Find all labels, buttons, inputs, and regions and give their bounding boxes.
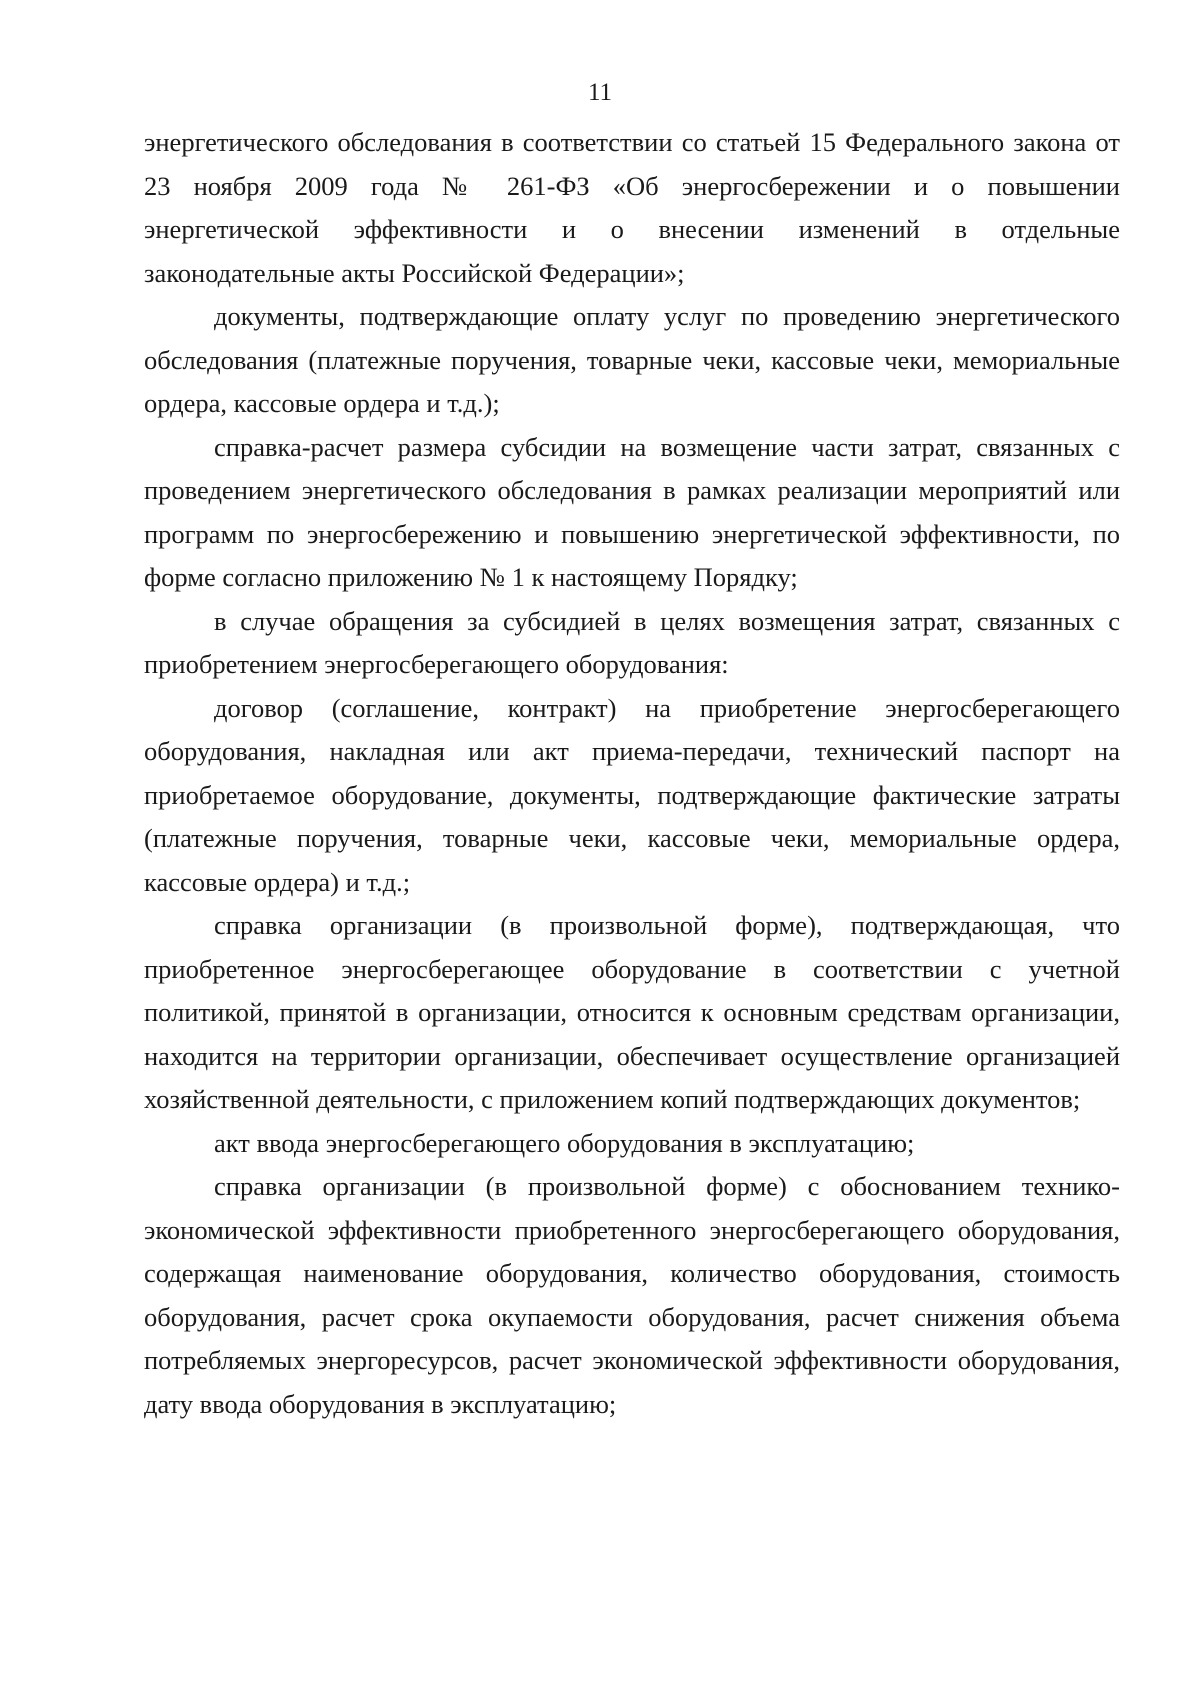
paragraph-continuation: энергетического обследования в соответствии со статьей 15 Федерального закона от 23 ноября 2009 года № 261-ФЗ «Об энергосбережении и о повышении энергетической эффективности и о внесении изменений в отдельные законодательные акты Российской Федерации»; [144, 127, 1120, 288]
paragraph-organization-certificate: справка организации (в произвольной форме), подтверждающая, что приобретенное энергосберегающее оборудование в соответствии с учетной политикой, принятой в организации, относится к основным средствам организации, находится на территории организации, обеспечивает осуществление организацией хозяйственной деятельности, с приложением копий подтверждающих документов; [144, 910, 1120, 1114]
paragraph-payment-documents: документы, подтверждающие оплату услуг по проведению энергетического обследования (платежные поручения, товарные чеки, кассовые чеки, мемориальные ордера, кассовые ордера и т.д.); [144, 301, 1120, 418]
paragraph-subsidy-calculation: справка-расчет размера субсидии на возмещение части затрат, связанных с проведением энергетического обследования в рамках реализации мероприятий или программ по энергосбережению и повышению энергетической эффективности, по форме согласно приложению № 1 к настоящему Порядку; [144, 431, 1120, 592]
paragraph-equipment-case-intro: в случае обращения за субсидией в целях возмещения затрат, связанных с приобретением энергосберегающего оборудования: [144, 605, 1120, 679]
paragraph-efficiency-justification: справка организации (в произвольной форме) с обоснованием технико-экономической эффективности приобретенного энергосберегающего оборудования, содержащая наименование оборудования, количество оборудования, стоимость оборудования, расчет срока окупаемости оборудования, расчет снижения объема потребляемых энергоресурсов, расчет экономической эффективности оборудования, дату ввода оборудования в эксплуатацию; [144, 1171, 1120, 1419]
paragraph-purchase-contract: договор (соглашение, контракт) на приобретение энергосберегающего оборудования, накладная или акт приема-передачи, технический паспорт на приобретаемое оборудование, документы, подтверждающие фактические затраты (платежные поручения, товарные чеки, кассовые чеки, мемориальные ордера, кассовые ордера) и т.д.; [144, 692, 1120, 897]
document-body [144, 121, 1120, 1426]
paragraph-commissioning-act: акт ввода энергосберегающего оборудования в эксплуатацию; [214, 1127, 915, 1158]
page-number: 11 [587, 79, 613, 106]
